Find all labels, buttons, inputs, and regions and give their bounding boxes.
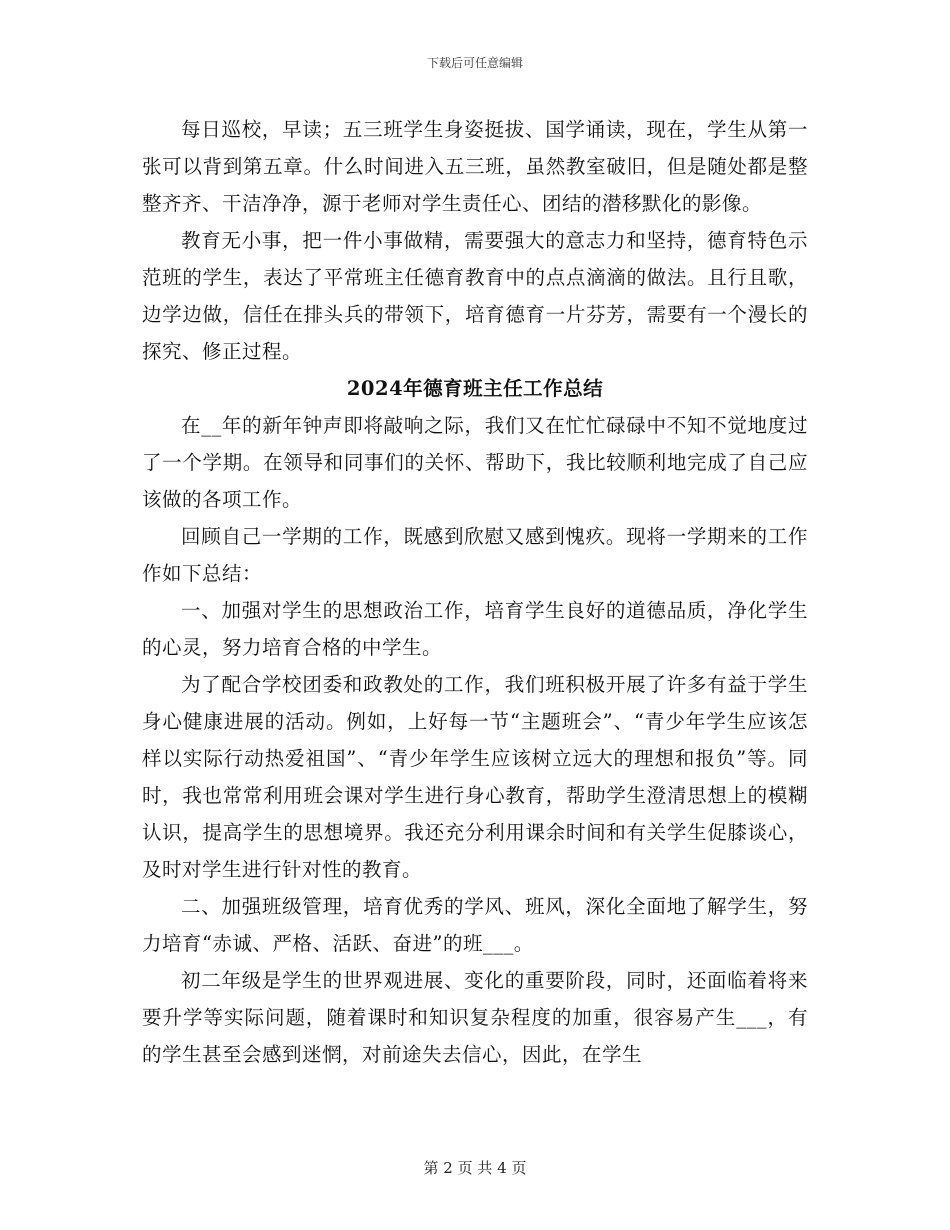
body-paragraph: 教育无小事，把一件小事做精，需要强大的意志力和坚持，德育特色示范班的学生，表达了平常班主任德育教育中的点点滴滴的做法。且行且歌，边学边做，信任在排头兵的带领下，培育德育一片芬芳，需要有一个漫长的探究、修正过程。: [142, 229, 808, 363]
body-paragraph: 每日巡校，早读；五三班学生身姿挺拔、国学诵读，现在，学生从第一张可以背到第五章。什么时间进入五三班，虽然教室破旧，但是随处都是整整齐齐、干洁净净，源于老师对学生责任心、团结的潜移默化的影像。: [142, 118, 808, 215]
document-body: [142, 111, 808, 1073]
page-header: 下载后可任意编辑: [426, 56, 523, 70]
body-paragraph: 二、加强班级管理，培育优秀的学风、班风，深化全面地了解学生，努力培育“赤诚、严格、活跃、奋进”的班___。: [142, 895, 808, 955]
body-paragraph: 为了配合学校团委和政教处的工作，我们班积极开展了许多有益于学生身心健康进展的活动。例如，上好每一节“主题班会”、“青少年学生应该怎样以实际行动热爱祖国”、“青少年学生应该树立远大的理想和报负”等。同时，我也常常利用班会课对学生进行身心教育，帮助学生澄清思想上的模糊认识，提高学生的思想境界。我还充分利用课余时间和有关学生促膝谈心，及时对学生进行针对性的教育。: [142, 673, 808, 881]
body-paragraph: 在__年的新年钟声即将敲响之际，我们又在忙忙碌碌中不知不觉地度过了一个学期。在领导和同事们的关怀、帮助下，我比较顺利地完成了自己应该做的各项工作。: [142, 414, 808, 511]
page-footer: 第 2 页 共 4 页: [423, 1159, 527, 1177]
section-title: 2024年德育班主任工作总结: [346, 377, 604, 400]
body-paragraph: 初二年级是学生的世界观进展、变化的重要阶段，同时，还面临着将来要升学等实际问题，随着课时和知识复杂程度的加重，很容易产生___，有的学生甚至会感到迷惘，对前途失去信心，因此，在学生: [142, 969, 808, 1066]
body-paragraph: 回顾自己一学期的工作，既感到欣慰又感到愧疚。现将一学期来的工作作如下总结：: [142, 525, 808, 585]
body-paragraph: 一、加强对学生的思想政治工作，培育学生良好的道德品质，净化学生的心灵，努力培育合格的中学生。: [142, 599, 808, 659]
